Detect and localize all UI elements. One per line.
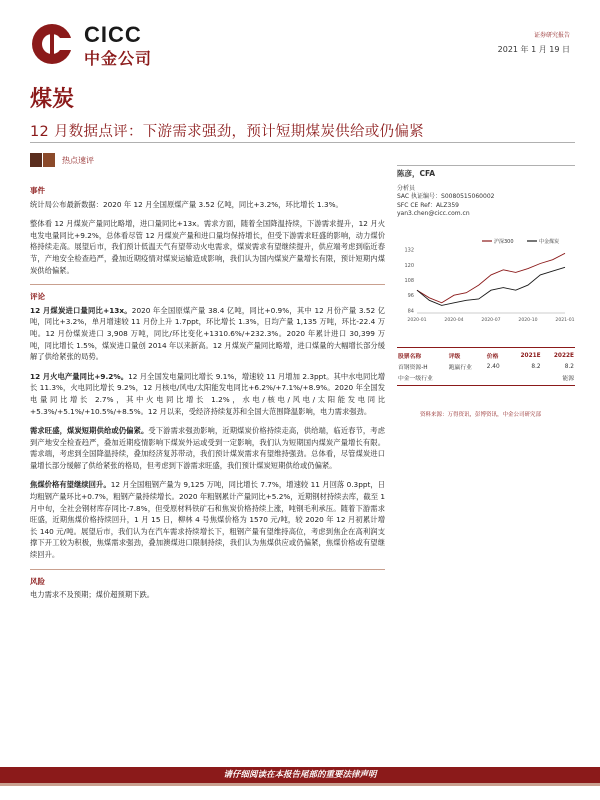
series-line-2 [417,267,565,305]
y-tick-label: 84 [407,308,414,315]
table-cell: 首钢资源-H [398,365,428,371]
y-tick-label: 120 [404,262,414,269]
summary-text: 整体看 12 月煤炭产量同比略增，进口量同比+13x。需求方面，随着全国降温持续，下游需求提升，12 月火电发电量同比+9.2%，总体看尽管 12 月煤炭产量和进口量均保持增长，但受下游需求旺盛的影响，动力煤价格持续走高。展望后市，我们预计低温天气有望带动火电需求，煤炭需求有望继续提升，供应端考虑到临近春节，产地安全检查趋严，叠加近期疫情对煤炭运输造成影响，我们认为国内煤炭产量增长有限，预计短期内煤炭供给偏紧。 [30,219,385,275]
x-tick-label: 2020-07 [481,318,501,323]
analyst-role: 分析员 [397,184,416,192]
analyst-panel [397,165,575,219]
p3-body: 受下游需求强劲影响，近期煤炭价格持续走高，供给端，临近春节，考虑到产地安全检查趋严，叠加近期疫情影响下煤炭外运或受到一定影响，我们认为短期国内煤炭产量增长有限。需求端，考虑到全国降温持续，叠加经济复苏带动，我们预计煤炭需求有望维持强劲。总体看，尽管煤炭进口量增长部分缓解了供给紧张的格局，但考虑到下游需求旺盛，我们预计煤炭短期供给或仍偏紧。 [30,426,386,470]
index-performance-chart [397,235,575,330]
report-headline: 12 月数据点评：下游需求强劲，预计短期煤炭供给或仍偏紧 [30,124,424,140]
rating-table [397,345,575,388]
table-cell: 8.2 [531,363,541,370]
header-cell: 2021E [520,352,541,359]
review-paragraph-2 [30,371,385,417]
legend-label: 中金煤炭 [539,239,560,245]
header-cell: 2022E [553,352,574,359]
table-cell: 能源 [562,376,574,382]
table-rule-top [397,347,575,348]
header-cell: 股票名称 [398,354,422,360]
review-paragraph-3 [30,425,385,471]
review-paragraph-4 [30,479,385,560]
legend-label: 沪深300 [494,239,514,245]
cicc-logo-icon [30,22,74,66]
logo-text-cn: 中金公司 [84,49,153,68]
x-tick-label: 2020-10 [518,318,538,323]
header-cell: 价格 [486,354,499,360]
sector-title: 煤炭 [30,87,75,112]
x-tick-label: 2020-04 [444,318,464,323]
section-divider [30,284,385,285]
x-tick-label: 2021-01 [555,318,575,323]
footer-text: 请仔细阅读在本报告尾部的重要法律声明 [223,770,377,780]
x-tick-label: 2020-01 [407,318,427,323]
logo-text-en: CICC [84,22,142,47]
section-divider [30,569,385,570]
event-text: 统计局公布最新数据：2020 年 12 月全国原煤产量 3.52 亿吨，同比+3.2%，环比增长 1.3%。 [30,199,343,209]
event-heading: 事件 [30,186,45,195]
footer-disclaimer-bar [0,767,600,783]
doc-type-label: 证券研究报告 [533,32,570,39]
table-row [397,372,575,383]
main-text-column [30,185,385,609]
analyst-sfc: SFC CE Ref：ALZ359 [397,201,459,209]
footer-accent-line [0,783,600,786]
source-note: 资料来源：万得资讯，彭博资讯，中金公司研究部 [420,412,542,418]
tag-color-bars [30,153,56,172]
table-cell: 8.2 [564,363,574,370]
y-tick-label: 96 [407,293,414,300]
table-header-row [397,350,575,361]
p2-lead: 12 月火电产量同比+9.2%。 [30,371,129,381]
p1-body: 2020 年全国原煤产量 38.4 亿吨，同比+0.9%，其中 12 月份产量 3.52 亿吨，同比+3.2%，单月增速较 11 月份上升 1.7ppt，环比增长 1.3%，日均产量 1,135 万吨，环比-22.4 万吨。12 月份煤炭进口 3,908 万吨，同比/环比变化+1310.6%/+232.3%。2020 年累计进口 30,399 万吨，同比增长 1.5%，煤炭进口量创 2014 年以来新高。12 月煤炭产量同比略增，进口煤量的大幅增长部分缓解了供给紧张的局势。 [30,305,385,362]
header-cell: 评级 [448,354,461,360]
analyst-name: 陈彦，CFA [397,169,436,178]
header-divider [30,142,575,143]
table-rule-bottom [397,385,575,386]
report-tag: 热点速评 [62,156,94,165]
p3-lead: 需求旺盛，煤炭短期供给或仍偏紧。 [30,426,149,436]
series-line-1 [417,253,565,302]
y-tick-label: 132 [404,247,414,254]
risk-text: 电力需求不及预期；煤价超预期下跌。 [30,590,155,600]
analyst-divider [397,165,575,166]
p2-body: 12 月全国发电量同比增长 9.1%，增速较 11 月增加 2.3ppt。其中水电同比增长 11.3%，火电同比增长 9.2%，12 月核电/风电/太阳能发电同比+6.2%/+7.1%/+8.9%。2020 年全国发电量同比增长 2.7%，其中火电同比增长 1.2%，水电/核电/风电/太阳能发电同比+5.3%/+5.1%/+10.5%/+8.5%。12 月以来，受经济持续复苏和全国大范围降温影响，电力需求强劲。 [30,371,386,416]
table-cell: 2.40 [486,363,500,370]
review-heading: 评论 [30,292,45,302]
report-date: 2021 年 1 月 19 日 [497,45,570,54]
y-tick-label: 108 [404,278,414,284]
analyst-sac: SAC 执证编号：S0080515060002 [397,193,495,200]
p4-lead: 焦煤价格有望继续回升。 [30,480,111,490]
table-row [397,361,575,372]
risk-heading: 风险 [30,576,45,586]
review-paragraph-1 [30,305,385,363]
p1-lead: 12 月煤炭进口量同比+13x。 [30,305,132,315]
p4-body: 12 月全国粗钢产量为 9,125 万吨，同比增长 7.7%，增速较 11 月回落 0.3ppt，日均粗钢产量环比+0.7%，粗钢产量持续增长。2020 年粗钢累计产量同比+5.2%，近期钢材持续去库，截至 1 月中旬，全社会钢材库存同比-7.8%，但受原材料铁矿石和焦炭价格持续上涨，吨钢毛利承压。随着下游需求旺盛，近期焦煤价格持续回升，1 月 15 日，柳林 4 号焦煤价格为 1570 元/吨，较 2020 年 12 月初累计增长 140 元/吨。展望后市，我们认为在汽车需求持续增长下，粗钢产量有望维持高位，考虑到焦企在高利润支撑下开工较为积极，焦煤需求强劲，叠加澳煤进口限制持续，我们认为焦煤供应或仍偏紧，焦煤价格或有望继续回升。 [30,480,385,560]
analyst-email[interactable]: yan3.chen@cicc.com.cn [397,210,470,217]
table-cell: 跑赢行业 [448,365,472,371]
table-cell: 中金一级行业 [398,376,433,382]
